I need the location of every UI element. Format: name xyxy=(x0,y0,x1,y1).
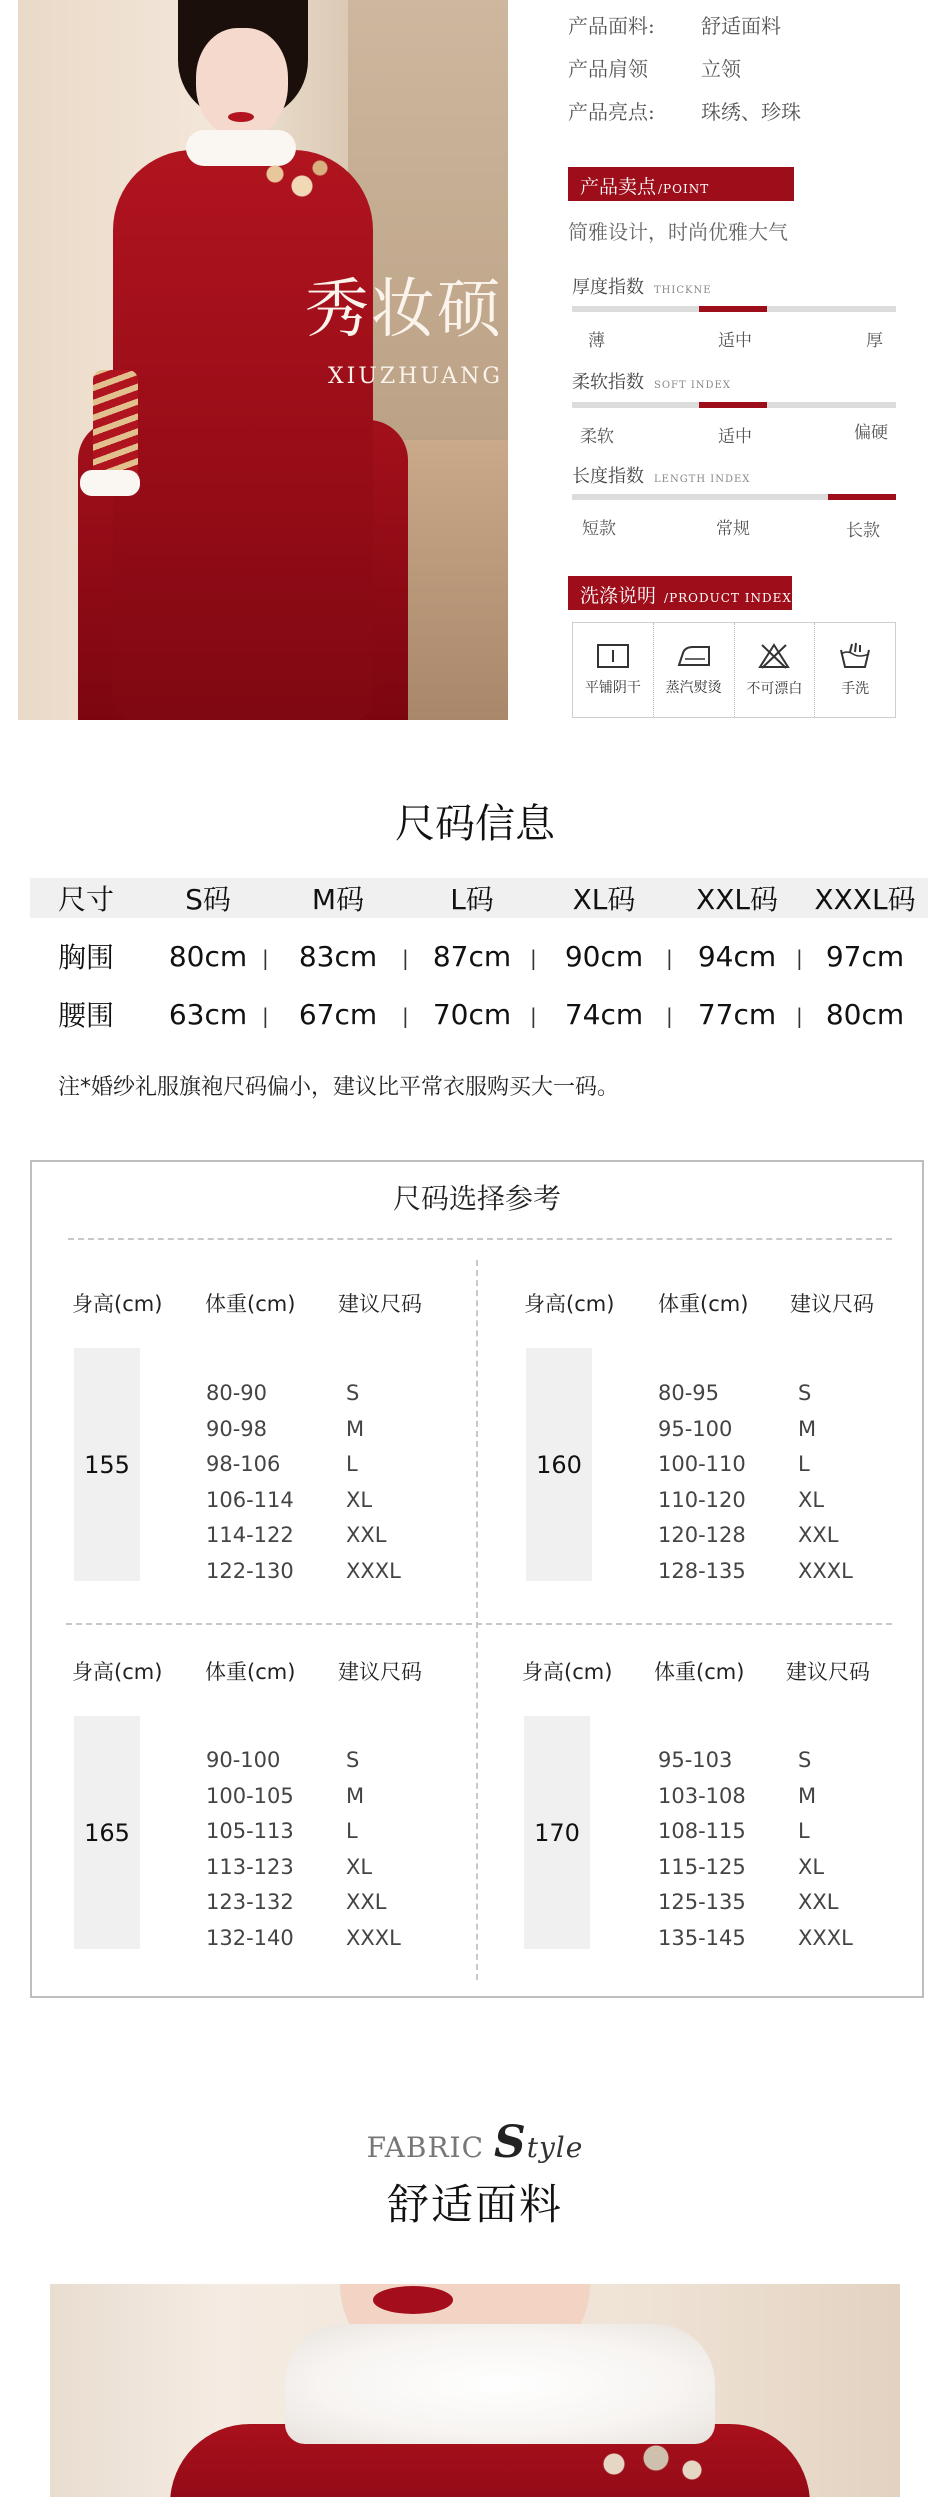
suggested-size: XXL xyxy=(346,1890,387,1914)
banner-cn: 产品卖点 xyxy=(580,176,657,198)
suggested-size: XXL xyxy=(346,1523,387,1547)
weight-range: 103-108 xyxy=(658,1783,746,1808)
hand-wash-icon xyxy=(838,642,872,670)
weight-range: 132-140 xyxy=(206,1925,294,1950)
bead-embroidery xyxy=(590,2434,710,2494)
weight-range: 135-145 xyxy=(658,1925,746,1950)
height-block: 155 xyxy=(74,1348,140,1581)
size-list xyxy=(346,1743,401,1956)
wash-instructions xyxy=(572,622,896,718)
guide-divider xyxy=(476,1260,478,1980)
height-block: 160 xyxy=(526,1348,592,1581)
spec-collar xyxy=(568,53,741,82)
weight-range: 108-115 xyxy=(658,1819,746,1843)
suggested-size: L xyxy=(346,1452,358,1476)
weight-list xyxy=(206,1376,294,1589)
suggested-size: M xyxy=(346,1783,365,1808)
size-row-chest xyxy=(30,936,928,976)
weight-range: 98-106 xyxy=(206,1452,281,1476)
height-block: 165 xyxy=(74,1716,140,1949)
weight-range: 128-135 xyxy=(658,1558,746,1583)
weight-list xyxy=(658,1376,746,1589)
wash-label: 蒸汽熨烫 xyxy=(665,680,722,696)
weight-range: 115-125 xyxy=(658,1854,746,1879)
size-list xyxy=(798,1743,853,1956)
spec-value: 舒适面料 xyxy=(701,14,781,38)
size-row-label: 胸围 xyxy=(58,941,115,974)
size-value: | 90cm xyxy=(536,940,672,973)
spec-value: 立领 xyxy=(701,57,741,81)
size-info-title: 尺码信息 xyxy=(395,801,555,847)
size-value: 63cm xyxy=(168,997,248,1031)
fabric-en-prefix: FABRIC xyxy=(366,2131,485,2164)
index-tick: 短款 xyxy=(582,519,616,539)
size-header-cell: 尺寸 xyxy=(58,883,115,916)
suggested-size: L xyxy=(346,1819,358,1843)
spec-value: 珠绣、珍珠 xyxy=(701,100,801,124)
no-bleach-icon xyxy=(757,642,791,670)
size-list xyxy=(798,1376,853,1589)
suggested-size: S xyxy=(346,1381,360,1405)
index-label-cn: 厚度指数 xyxy=(572,277,644,298)
size-value: | 94cm xyxy=(672,940,802,973)
weight-range: 125-135 xyxy=(658,1890,746,1914)
col-header-height: 身高(cm) xyxy=(524,1292,615,1316)
spec-key: 产品亮点: xyxy=(568,100,655,124)
flat-dry-icon xyxy=(596,643,630,669)
index-label-cn: 长度指数 xyxy=(572,466,644,487)
brand-name-en: XIUZHUANG xyxy=(328,364,503,389)
size-list xyxy=(346,1376,401,1589)
weight-range: 90-100 xyxy=(206,1748,281,1772)
fur-collar xyxy=(285,2324,715,2444)
suggested-size: M xyxy=(346,1416,365,1441)
wash-label: 手洗 xyxy=(841,681,870,697)
thickness-index-label xyxy=(572,273,712,299)
fabric-en-initial: S xyxy=(493,2117,527,2168)
size-header-cell: XXL码 xyxy=(696,883,778,916)
softness-index-label xyxy=(572,368,731,394)
index-tick: 柔软 xyxy=(580,427,614,447)
index-tick: 薄 xyxy=(588,331,605,351)
index-label-en: LENGTH INDEX xyxy=(654,474,751,485)
col-header-weight: 体重(cm) xyxy=(205,1292,296,1316)
suggested-size: XL xyxy=(798,1854,825,1879)
size-header-cell: S码 xyxy=(185,883,231,916)
weight-range: 106-114 xyxy=(206,1487,294,1512)
fur-cuff xyxy=(80,470,140,496)
wash-label: 不可漂白 xyxy=(746,681,803,697)
size-value: 80cm xyxy=(168,939,248,973)
suggested-size: S xyxy=(346,1748,360,1772)
tagline: 简雅设计，时尚优雅大气 xyxy=(568,220,788,244)
chest-embroidery xyxy=(248,150,338,210)
index-marker xyxy=(699,306,767,312)
wash-banner xyxy=(568,576,792,610)
col-header-weight: 体重(cm) xyxy=(205,1660,296,1684)
index-tick: 常规 xyxy=(716,519,750,539)
col-header-weight: 体重(cm) xyxy=(654,1660,745,1684)
suggested-size: XL xyxy=(346,1487,373,1512)
banner-en: /PRODUCT INDEX xyxy=(664,591,792,605)
weight-range: 100-105 xyxy=(206,1783,294,1808)
suggested-size: XXXL xyxy=(346,1558,401,1583)
size-value: | 70cm xyxy=(408,998,536,1031)
wash-item xyxy=(573,623,654,717)
fabric-en-suffix: tyle xyxy=(526,2131,584,2164)
suggested-size: XXXL xyxy=(798,1558,853,1583)
weight-range: 110-120 xyxy=(658,1487,746,1512)
selling-point-banner xyxy=(568,167,794,201)
spec-key: 产品面料: xyxy=(568,14,655,38)
banner-en-text: PRODUCT INDEX xyxy=(669,591,792,605)
index-tick: 适中 xyxy=(718,427,752,447)
col-header-height: 身高(cm) xyxy=(72,1292,163,1316)
weight-range: 113-123 xyxy=(206,1854,294,1879)
size-value: | 74cm xyxy=(536,998,672,1031)
index-label-en: THICKNE xyxy=(654,285,712,296)
brand-name-cn: 秀妆硕 xyxy=(305,273,503,347)
suggested-size: XXL xyxy=(798,1890,839,1914)
fabric-closeup-photo xyxy=(50,2284,900,2497)
model-lips xyxy=(373,2286,453,2314)
col-header-weight: 体重(cm) xyxy=(658,1292,749,1316)
length-index-label xyxy=(572,462,750,488)
wash-item xyxy=(815,623,895,717)
col-header-size: 建议尺码 xyxy=(338,1660,422,1684)
index-tick: 偏硬 xyxy=(854,423,888,443)
col-header-size: 建议尺码 xyxy=(338,1292,422,1316)
suggested-size: S xyxy=(798,1381,812,1405)
weight-range: 122-130 xyxy=(206,1558,294,1583)
index-label-en: SOFT INDEX xyxy=(654,380,731,391)
suggested-size: M xyxy=(798,1783,817,1808)
wash-label: 平铺阴干 xyxy=(584,680,641,696)
weight-range: 105-113 xyxy=(206,1819,294,1843)
suggested-size: M xyxy=(798,1416,817,1441)
wash-item xyxy=(735,623,816,717)
model-lips xyxy=(228,112,254,122)
suggested-size: XXXL xyxy=(346,1925,401,1950)
index-tick: 厚 xyxy=(866,331,883,351)
size-header-cell: M码 xyxy=(311,883,365,916)
index-tick: 长款 xyxy=(846,521,880,541)
thickness-index-bar xyxy=(572,306,896,312)
length-index-bar xyxy=(572,494,896,500)
guide-divider xyxy=(68,1238,892,1240)
fabric-title: 舒适面料 xyxy=(386,2180,563,2229)
guide-divider xyxy=(66,1623,892,1625)
size-value: | 97cm xyxy=(802,940,928,973)
weight-list xyxy=(658,1743,746,1956)
sleeve-embroidery xyxy=(93,370,138,480)
suggested-size: XXXL xyxy=(798,1925,853,1950)
col-header-size: 建议尺码 xyxy=(790,1292,874,1316)
banner-cn: 洗涤说明 xyxy=(580,585,657,607)
size-header-row xyxy=(30,878,928,918)
wash-item xyxy=(654,623,735,717)
col-header-size: 建议尺码 xyxy=(786,1660,870,1684)
weight-range: 120-128 xyxy=(658,1523,746,1547)
size-row-label: 腰围 xyxy=(58,999,115,1032)
height-block: 170 xyxy=(524,1716,590,1949)
size-value: | 87cm xyxy=(408,940,536,973)
weight-range: 100-110 xyxy=(658,1452,746,1476)
fabric-style-heading xyxy=(0,2117,950,2168)
index-tick: 适中 xyxy=(718,331,752,351)
size-note: 注*婚纱礼服旗袍尺码偏小，建议比平常衣服购买大一码。 xyxy=(58,1075,620,1100)
size-row-waist xyxy=(30,994,928,1034)
weight-list xyxy=(206,1743,294,1956)
spec-fabric xyxy=(568,10,781,39)
suggested-size: XXL xyxy=(798,1523,839,1547)
banner-en: /POINT xyxy=(658,182,710,196)
softness-index-bar xyxy=(572,402,896,408)
weight-range: 95-100 xyxy=(658,1416,733,1441)
weight-range: 80-90 xyxy=(206,1381,268,1405)
size-header-cell: XXXL码 xyxy=(814,883,916,916)
size-header-cell: XL码 xyxy=(572,883,636,916)
dress-body xyxy=(113,150,373,720)
suggested-size: L xyxy=(798,1452,810,1476)
suggested-size: XL xyxy=(346,1854,373,1879)
model-photo xyxy=(18,0,508,720)
index-marker xyxy=(828,494,896,500)
size-value: | 77cm xyxy=(672,998,802,1031)
weight-range: 123-132 xyxy=(206,1890,294,1914)
spec-key: 产品肩领 xyxy=(568,57,648,81)
index-label-cn: 柔软指数 xyxy=(572,372,644,393)
suggested-size: S xyxy=(798,1748,812,1772)
weight-range: 95-103 xyxy=(658,1748,733,1772)
size-value: | 83cm xyxy=(268,940,408,973)
size-guide-title: 尺码选择参考 xyxy=(392,1182,561,1215)
size-value: | 67cm xyxy=(268,998,408,1031)
suggested-size: XL xyxy=(798,1487,825,1512)
steam-iron-icon xyxy=(675,643,713,669)
suggested-size: L xyxy=(798,1819,810,1843)
weight-range: 80-95 xyxy=(658,1381,720,1405)
index-marker xyxy=(699,402,767,408)
weight-range: 90-98 xyxy=(206,1416,268,1441)
spec-highlight xyxy=(568,96,801,125)
weight-range: 114-122 xyxy=(206,1523,294,1547)
size-header-cell: L码 xyxy=(450,883,494,916)
col-header-height: 身高(cm) xyxy=(522,1660,613,1684)
col-header-height: 身高(cm) xyxy=(72,1660,163,1684)
size-value: | 80cm xyxy=(802,998,928,1031)
size-table xyxy=(30,878,928,1034)
